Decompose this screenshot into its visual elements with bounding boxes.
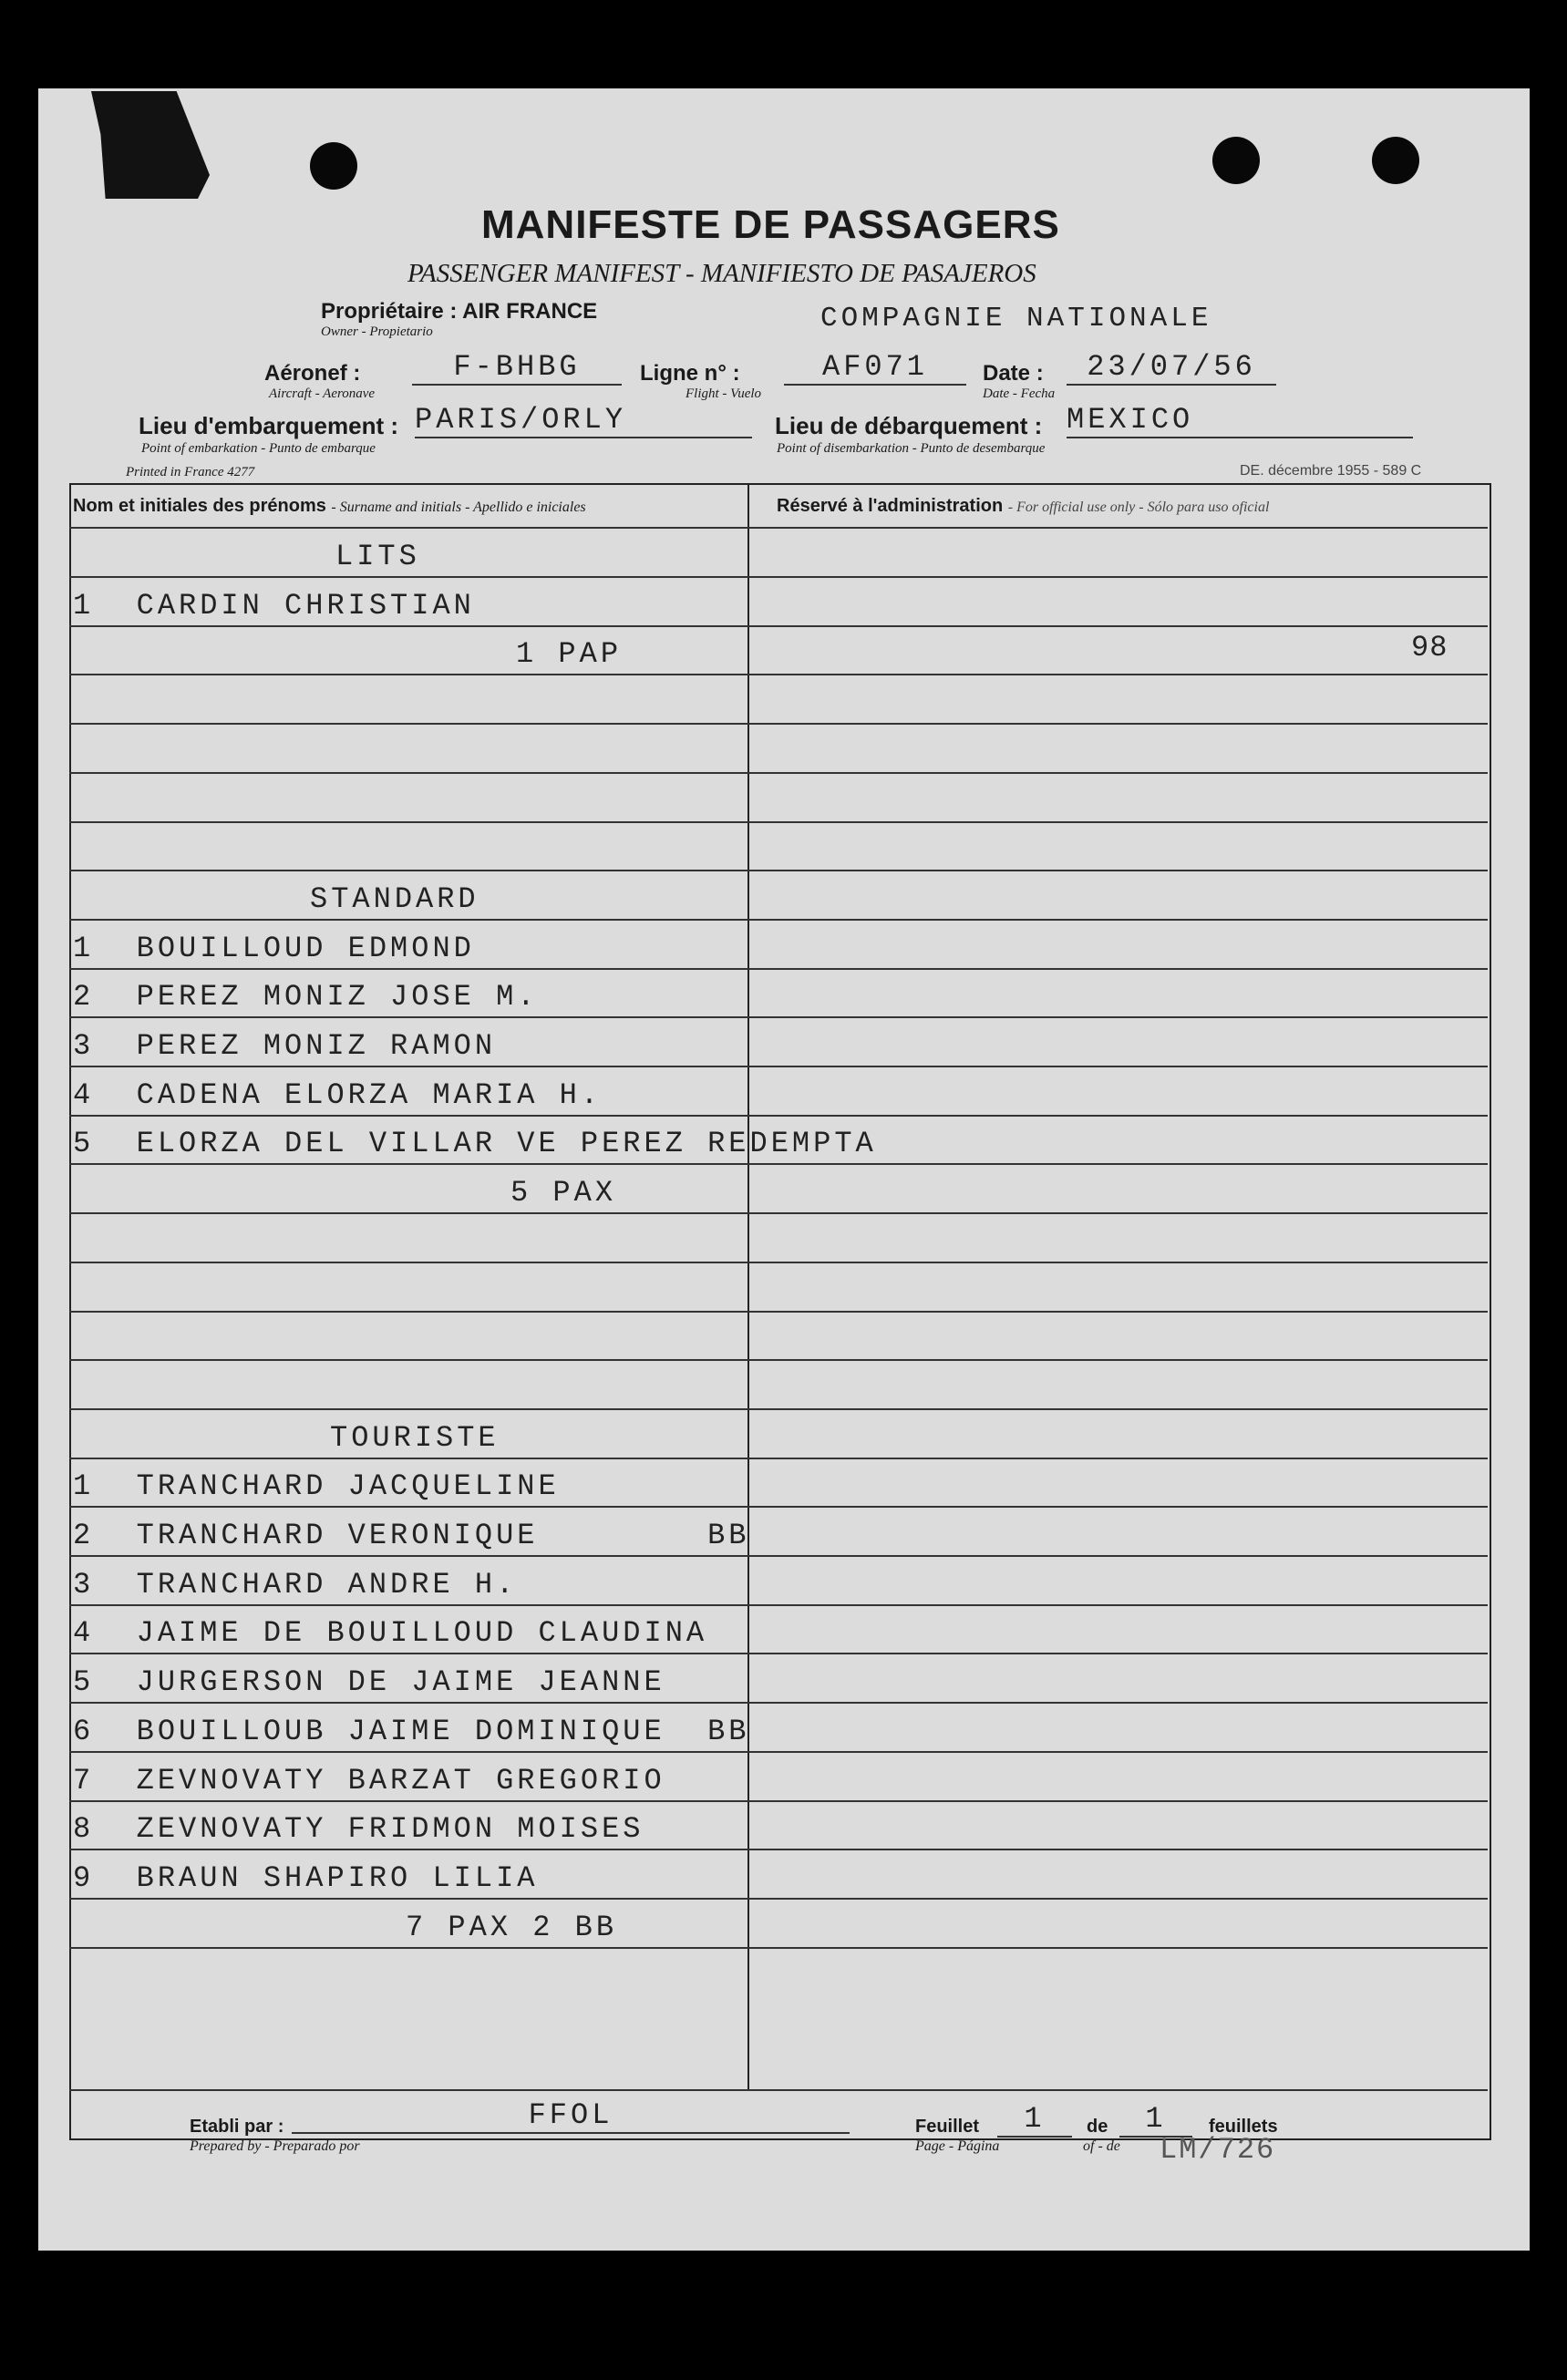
page-label: Feuillet [915,2117,980,2137]
date-label: Date : [983,361,1044,386]
embark-value: PARIS/ORLY [415,403,752,438]
footer-rule [69,2089,1488,2091]
printed-note: Printed in France 4277 [126,465,255,479]
of-value: 1 [1119,2102,1192,2138]
passenger-row: 2 TRANCHARD VERONIQUE BB [73,1519,750,1552]
row-rule [69,1311,1488,1313]
row-rule [69,1947,1488,1949]
row-rule [69,821,1488,823]
of-sub: of - de [1083,2138,1120,2154]
row-rule [69,919,1488,921]
passenger-row: 4 CADENA ELORZA MARIA H. [73,1078,603,1112]
disembark-sub: Point of disembarkation - Punto de desembarque [777,441,1046,456]
punch-hole-left [310,142,357,190]
passenger-row: 1 TRANCHARD JACQUELINE [73,1469,560,1503]
col1-header-sub: - Surname and initials - Apellido e iniciales [331,500,586,515]
punch-hole-right-1 [1212,137,1260,184]
side-number: 98 [1411,631,1448,665]
embark-label: Lieu d'embarquement : [139,412,398,439]
flight-label: Ligne n° : [640,361,740,386]
passenger-row: 2 PEREZ MONIZ JOSE M. [73,980,539,1014]
row-rule [69,1016,1488,1018]
passenger-row: 6 BOUILLOUB JAIME DOMINIQUE BB [73,1715,750,1748]
col1-header-label: Nom et initiales des prénoms [73,496,326,516]
disembark-label: Lieu de débarquement : [775,412,1043,439]
punch-hole-right-2 [1372,137,1419,184]
disembark-value: MEXICO [1067,403,1413,438]
stamp-code: LM/726 [1160,2133,1276,2167]
row-rule [69,1066,1488,1067]
row-rule [69,1800,1488,1802]
row-rule [69,625,1488,627]
row-rule [69,674,1488,675]
company-name: COMPAGNIE NATIONALE [820,303,1212,335]
owner-sub: Owner - Propietario [321,325,433,339]
row-rule [69,1212,1488,1214]
row-rule [69,968,1488,970]
row-rule [69,1702,1488,1704]
row-rule [69,1359,1488,1361]
manifest-title: MANIFESTE DE PASSAGERS [481,202,1060,247]
passenger-row: 1 PAP [516,637,623,671]
passenger-row: 3 TRANCHARD ANDRE H. [73,1568,518,1602]
col2-header-sub: - For official use only - Sólo para uso oficial [1007,500,1270,515]
page-value: 1 [997,2102,1072,2138]
passenger-row: 4 JAIME DE BOUILLOUD CLAUDINA [73,1616,708,1650]
col2-header-label: Réservé à l'administration [777,496,1004,516]
prepared-sub: Prepared by - Preparado por [190,2138,360,2154]
passenger-row: 7 ZEVNOVATY BARZAT GREGORIO [73,1764,665,1798]
aircraft-sub: Aircraft - Aeronave [269,386,376,401]
col1-header [73,496,586,517]
page-sub: Page - Página [915,2138,1000,2154]
row-rule [69,772,1488,774]
row-rule [69,1849,1488,1850]
flight-sub: Flight - Vuelo [686,386,762,401]
row-rule [69,723,1488,725]
pages-label: feuillets [1209,2117,1278,2137]
row-rule [69,1898,1488,1900]
row-rule [69,1506,1488,1508]
manifest-subtitle: PASSENGER MANIFEST - MANIFIESTO DE PASAJEROS [407,259,1036,288]
row-rule [69,870,1488,871]
row-rule [69,1458,1488,1459]
row-rule [69,1408,1488,1410]
passenger-row: 9 BRAUN SHAPIRO LILIA [73,1861,539,1895]
date-sub: Date - Fecha [983,386,1056,401]
prepared-value: FFOL [292,2098,850,2134]
passenger-row: TOURISTE [330,1421,500,1455]
col2-header [777,496,1269,517]
passenger-row: 1 CARDIN CHRISTIAN [73,589,475,623]
passenger-row: 7 PAX 2 BB [406,1911,618,1944]
of-label: de [1087,2117,1108,2137]
row-rule [69,1115,1488,1117]
prepared-label: Etabli par : [190,2117,284,2137]
aircraft-value: F-BHBG [412,350,622,386]
row-rule [69,1163,1488,1165]
aircraft-label: Aéronef : [264,361,361,386]
flight-value: AF071 [784,350,966,386]
passenger-row: 5 JURGERSON DE JAIME JEANNE [73,1665,665,1699]
row-rule [69,1604,1488,1606]
passenger-row: 5 PAX [510,1176,617,1210]
passenger-row: 1 BOUILLOUD EDMOND [73,932,475,965]
row-rule [69,576,1488,578]
row-rule [69,1555,1488,1557]
row-rule [69,1751,1488,1753]
passenger-row: STANDARD [310,882,479,916]
embark-sub: Point of embarkation - Punto de embarque [141,441,376,456]
passenger-row: 8 ZEVNOVATY FRIDMON MOISES [73,1812,644,1846]
owner-label: Propriétaire : AIR FRANCE [321,299,598,324]
passenger-row: LITS [335,540,420,573]
passenger-row: 3 PEREZ MONIZ RAMON [73,1029,497,1063]
passenger-row: 5 ELORZA DEL VILLAR VE PEREZ REDEMPTA [73,1127,877,1160]
row-rule [69,1653,1488,1654]
row-rule [69,1262,1488,1263]
date-value: 23/07/56 [1067,350,1276,386]
header-rule [69,527,1488,529]
form-reference: DE. décembre 1955 - 589 C [1240,463,1422,479]
